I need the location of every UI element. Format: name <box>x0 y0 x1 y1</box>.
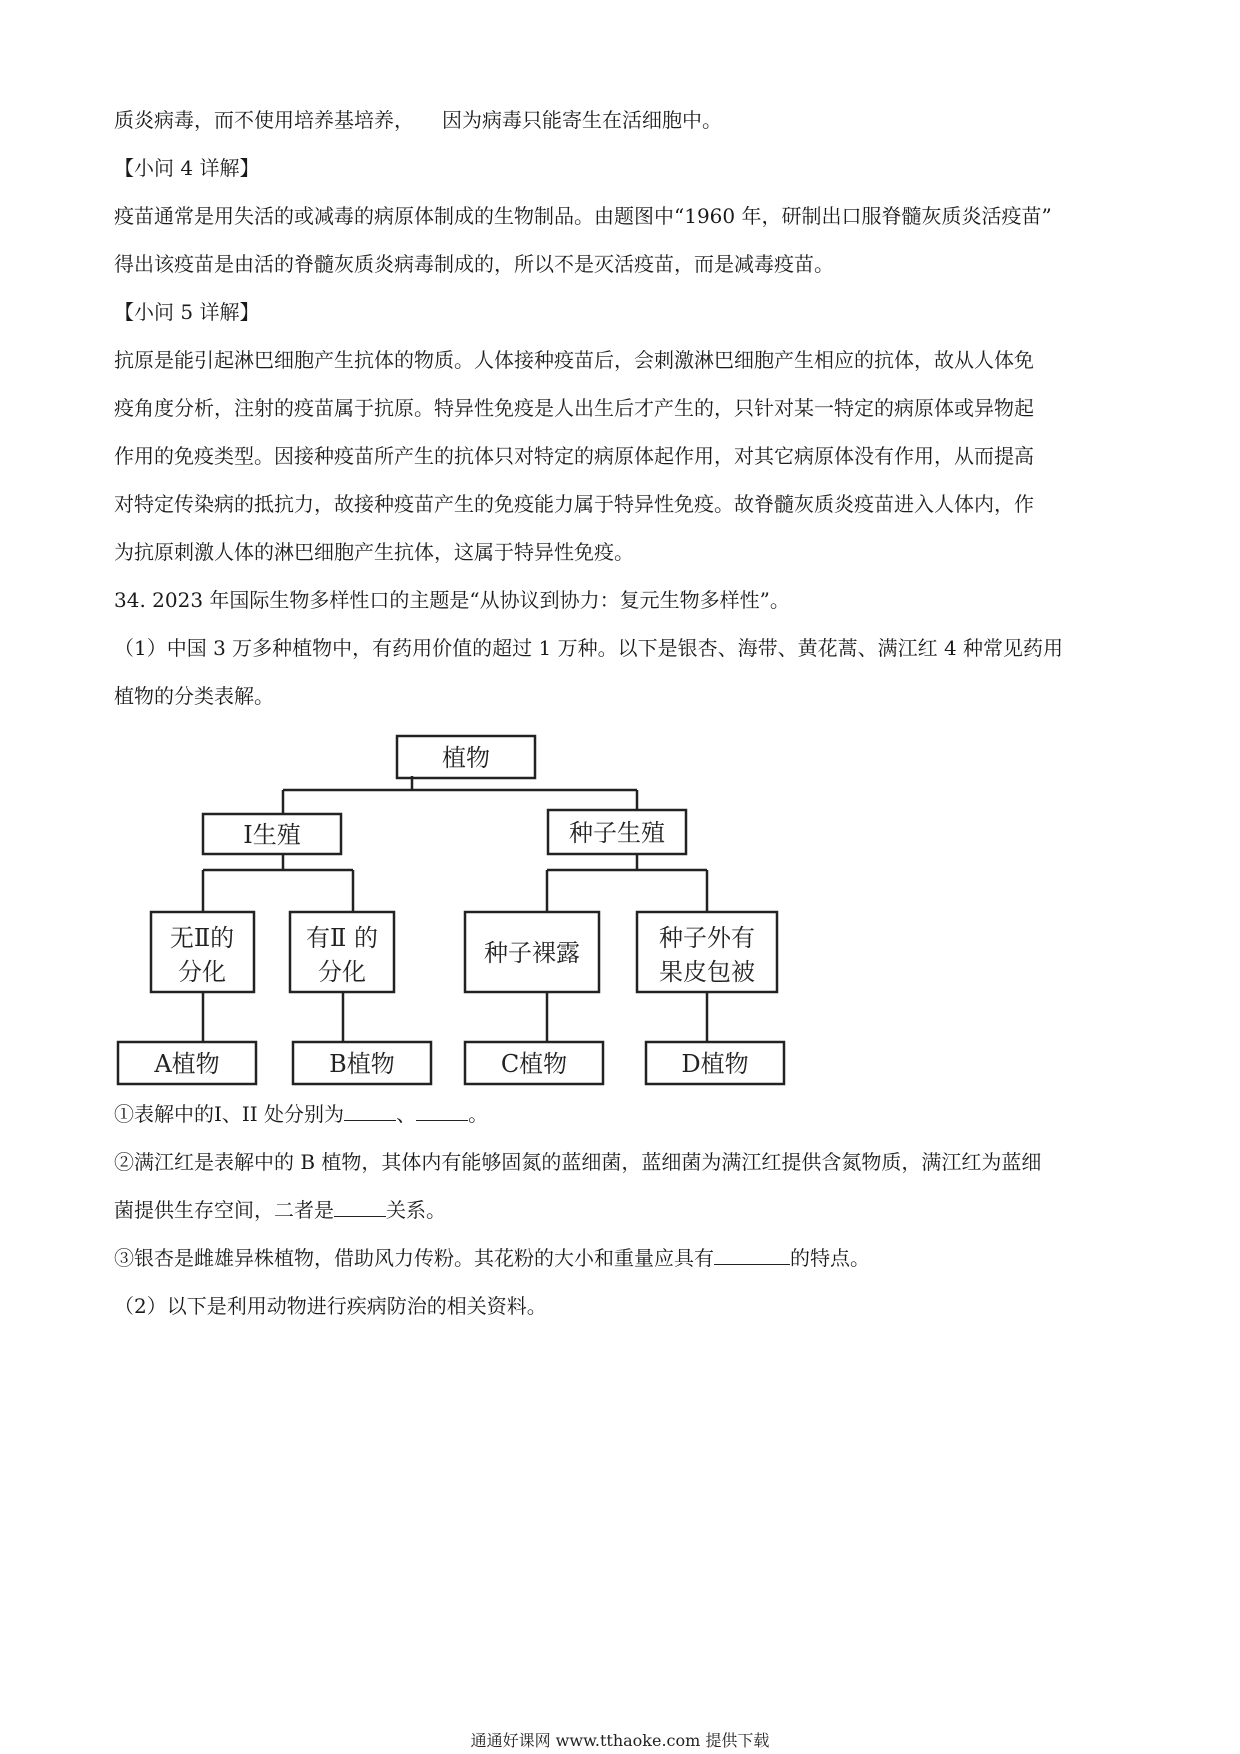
connector-line <box>547 854 707 912</box>
section-heading-5: 【小问 5 详解】 <box>114 300 260 324</box>
text-line: 为抗原刺激人体的淋巴细胞产生抗体，这属于特异性免疫。 <box>114 540 634 564</box>
node-label: 有Ⅱ 的 <box>306 924 378 952</box>
text-line: 抗原是能引起淋巴细胞产生抗体的物质。人体接种疫苗后，会刺激淋巴细胞产生相应的抗体，故从人体免 <box>114 348 1034 372</box>
text-segment: 菌提供生存空间，二者是 <box>114 1198 334 1222</box>
node-label: Ⅰ生殖 <box>243 821 301 849</box>
text-line: 得出该疫苗是由活的脊髓灰质炎病毒制成的，所以不是灭活疫苗，而是减毒疫苗。 <box>114 252 834 276</box>
text-segment: 、 <box>396 1102 417 1126</box>
text-line: 对特定传染病的抵抗力，故接种疫苗产生的免疫能力属于特异性免疫。故脊髓灰质炎疫苗进入人体内，作 <box>114 492 1034 516</box>
tree-svg <box>110 728 810 1088</box>
answer-blank[interactable] <box>416 1098 468 1121</box>
text-segment: ③银杏是雌雄异株植物，借助风力传粉。其花粉的大小和重量应具有 <box>114 1246 714 1270</box>
question-34-part2: （2）以下是利用动物进行疾病防治的相关资料。 <box>114 1294 547 1318</box>
footer-watermark: 通通好课网 www.tthaoke.com 提供下载 <box>470 1731 770 1750</box>
subquestion-3 <box>114 1234 1130 1282</box>
leaf-label-b: B植物 <box>329 1050 395 1078</box>
leaf-label-d: D植物 <box>681 1050 749 1078</box>
connector-line <box>203 992 707 1042</box>
text-line <box>114 96 1130 144</box>
answer-blank[interactable] <box>334 1194 386 1217</box>
node-label: 种子外有 <box>659 924 755 952</box>
text-segment: 。 <box>468 1102 489 1126</box>
answer-blank[interactable] <box>344 1098 396 1121</box>
subquestion-1 <box>114 1090 1130 1138</box>
question-34-part1: （1）中国 3 万多种植物中，有药用价值的超过 1 万种。以下是银杏、海带、黄花蒿、满江红 4 种常见药用 <box>114 636 1064 660</box>
leaf-label-c: C植物 <box>500 1050 568 1078</box>
node-label: 种子裸露 <box>484 939 580 967</box>
node-label: 分化 <box>318 958 366 986</box>
text-segment: 关系。 <box>386 1198 446 1222</box>
text-segment: 质炎病毒，而不使用培养基培养， <box>114 108 414 132</box>
subquestion-2: ②满江红是表解中的 B 植物，其体内有能够固氮的蓝细菌，蓝细菌为满江红提供含氮物质，满江红为蓝细 <box>114 1150 1042 1174</box>
question-34-title: 34. 2023 年国际生物多样性口的主题是“从协议到协力：复元生物多样性”。 <box>114 588 790 612</box>
node-label: 无Ⅱ的 <box>169 924 235 952</box>
text-segment: 的特点。 <box>790 1246 870 1270</box>
subquestion-block <box>114 1090 1130 1330</box>
leaf-label-a: A植物 <box>154 1050 220 1078</box>
text-line: 植物的分类表解。 <box>114 684 274 708</box>
text-segment: ①表解中的I、II 处分别为 <box>114 1102 345 1126</box>
classification-tree-diagram <box>110 728 810 1088</box>
root-label: 植物 <box>442 744 490 772</box>
answer-blank[interactable] <box>714 1242 790 1265</box>
text-line: 疫苗通常是用失活的或减毒的病原体制成的生物制品。由题图中“1960 年，研制出口服脊髓灰质炎活疫苗” <box>114 204 1052 228</box>
connector-line <box>203 854 353 912</box>
text-line: 疫角度分析，注射的疫苗属于抗原。特异性免疫是人出生后才产生的，只针对某一特定的病原体或异物起 <box>114 396 1034 420</box>
text-line: 作用的免疫类型。因接种疫苗所产生的抗体只对特定的病原体起作用，对其它病原体没有作用，从而提高 <box>114 444 1034 468</box>
text-segment: 因为病毒只能寄生在活细胞中。 <box>442 108 722 132</box>
answer-text-block <box>114 96 1130 720</box>
section-heading-4: 【小问 4 详解】 <box>114 156 260 180</box>
node-label: 果皮包被 <box>659 958 755 986</box>
node-label: 分化 <box>178 958 226 986</box>
text-line <box>114 1186 1130 1234</box>
node-label: 种子生殖 <box>569 819 665 847</box>
